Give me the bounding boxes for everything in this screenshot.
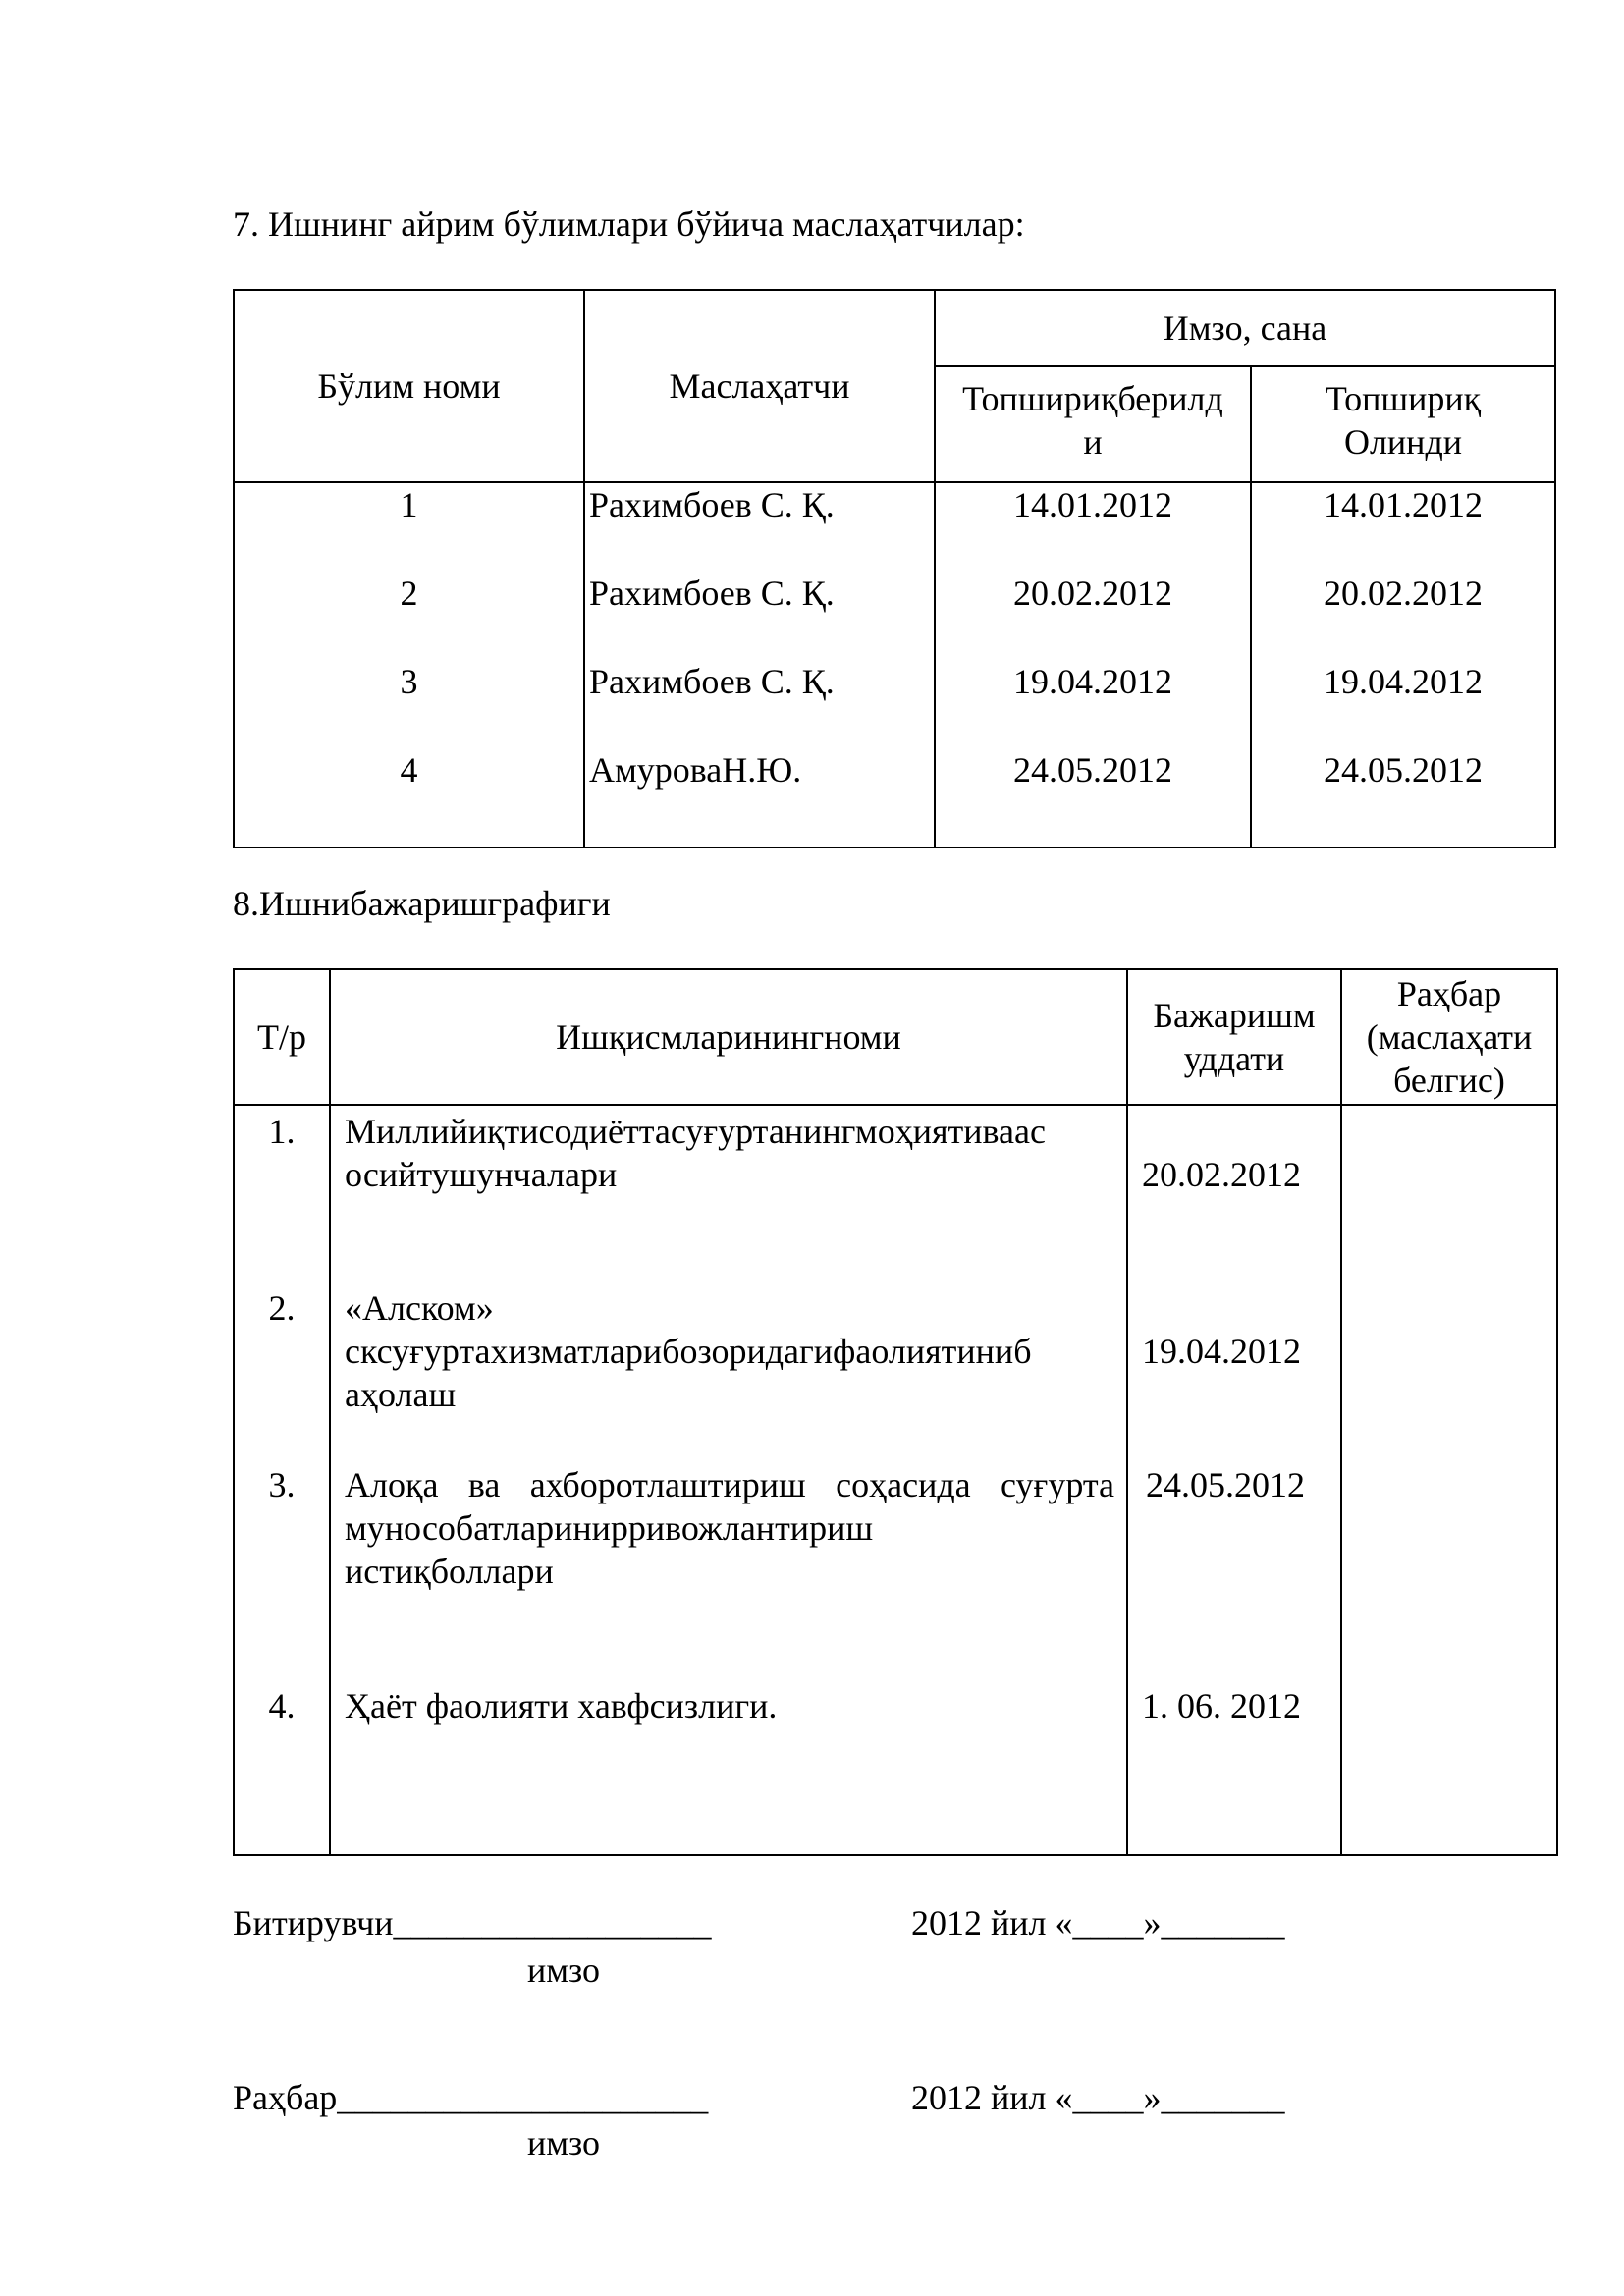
header-supervisor-line3: белгис) bbox=[1393, 1061, 1505, 1100]
received-date: 14.01.2012 bbox=[1324, 485, 1483, 524]
given-date: 20.02.2012 bbox=[1013, 574, 1172, 613]
task-name bbox=[345, 1684, 1114, 1727]
task-name-line: Ҳаёт фаолияти хавфсизлиги. bbox=[345, 1686, 778, 1725]
header-work-parts: Ишқисмларинингноми bbox=[330, 969, 1127, 1105]
task-number: 4. bbox=[268, 1686, 296, 1725]
col-received-dates bbox=[1251, 482, 1555, 847]
task-number: 1. bbox=[268, 1112, 296, 1151]
graduate-date-line: 2012 йил «____»_______ bbox=[911, 1903, 1285, 1942]
header-deadline-line2: уддати bbox=[1183, 1039, 1285, 1078]
header-task-given bbox=[935, 366, 1251, 482]
received-date: 24.05.2012 bbox=[1324, 750, 1483, 790]
task-name-line: мунособатларинирривожлантириш bbox=[345, 1508, 874, 1548]
section7-title: 7. Ишнинг айрим бўлимлари бўйича маслаҳатчилар: bbox=[233, 204, 1025, 244]
header-deadline bbox=[1127, 969, 1341, 1105]
header-section-name: Бўлим номи bbox=[234, 290, 584, 482]
col-deadlines bbox=[1127, 1105, 1341, 1855]
col-given-dates bbox=[935, 482, 1251, 847]
header-number: Т/р bbox=[234, 969, 330, 1105]
row-number: 1 bbox=[400, 485, 418, 524]
supervisor-signature-line: Раҳбар_____________________ bbox=[233, 2078, 709, 2117]
task-name-line: аҳолаш bbox=[345, 1375, 457, 1414]
header-signature-date: Имзо, сана bbox=[935, 290, 1555, 366]
header-supervisor-line2: (маслаҳати bbox=[1366, 1017, 1533, 1057]
task-deadline: 19.04.2012 bbox=[1142, 1332, 1301, 1371]
header-deadline-line1: Бажаришм bbox=[1153, 996, 1316, 1035]
given-date: 19.04.2012 bbox=[1013, 662, 1172, 701]
header-task-received-line2: Олинди bbox=[1343, 422, 1463, 462]
header-task-received-line1: Топшириқ bbox=[1325, 379, 1482, 418]
given-date: 14.01.2012 bbox=[1013, 485, 1172, 524]
consultant-name: Рахимбоев С. Қ. bbox=[589, 485, 835, 524]
row-number: 4 bbox=[400, 750, 418, 790]
schedule-table bbox=[233, 968, 1558, 1856]
header-consultant: Маслаҳатчи bbox=[584, 290, 935, 482]
consultant-name: АмуроваН.Ю. bbox=[589, 750, 802, 790]
col-consultants bbox=[584, 482, 935, 847]
col-supervisor-marks bbox=[1341, 1105, 1557, 1855]
task-name-line: истиқболлари bbox=[345, 1552, 554, 1591]
consultants-table bbox=[233, 289, 1556, 848]
header-task-given-line2: и bbox=[1083, 422, 1103, 462]
task-deadline: 24.05.2012 bbox=[1146, 1465, 1305, 1504]
row-number: 2 bbox=[400, 574, 418, 613]
consultant-name: Рахимбоев С. Қ. bbox=[589, 662, 835, 701]
supervisor-date-line: 2012 йил «____»_______ bbox=[911, 2078, 1285, 2117]
given-date: 24.05.2012 bbox=[1013, 750, 1172, 790]
col-task-names bbox=[330, 1105, 1127, 1855]
task-number: 2. bbox=[268, 1288, 296, 1328]
task-name-line: сксуғуртахизматларибозоридагифаолиятиниб bbox=[345, 1332, 1032, 1371]
task-number: 3. bbox=[268, 1465, 296, 1504]
received-date: 20.02.2012 bbox=[1324, 574, 1483, 613]
header-supervisor-line1: Раҳбар bbox=[1396, 974, 1502, 1013]
supervisor-signature-caption: имзо bbox=[527, 2123, 601, 2162]
task-name bbox=[345, 1286, 1114, 1416]
consultant-name: Рахимбоев С. Қ. bbox=[589, 574, 835, 613]
header-supervisor bbox=[1341, 969, 1557, 1105]
task-deadline: 20.02.2012 bbox=[1142, 1155, 1301, 1194]
header-task-received bbox=[1251, 366, 1555, 482]
task-name-line: Миллийиқтисодиёттасуғуртанингмоҳиятиваас bbox=[345, 1112, 1046, 1151]
graduate-signature-line: Битирувчи__________________ bbox=[233, 1903, 712, 1942]
task-name bbox=[345, 1463, 1114, 1593]
col-task-numbers bbox=[234, 1105, 330, 1855]
received-date: 19.04.2012 bbox=[1324, 662, 1483, 701]
col-section-numbers bbox=[234, 482, 584, 847]
task-name bbox=[345, 1110, 1114, 1196]
task-name-line: «Алском» bbox=[345, 1288, 494, 1328]
task-name-line: Алоқа ва ахборотлаштириш соҳасида суғурта bbox=[345, 1465, 1114, 1504]
task-deadline: 1. 06. 2012 bbox=[1142, 1686, 1301, 1725]
section8-title: 8.Ишнибажаришграфиги bbox=[233, 884, 611, 923]
header-task-given-line1: Топшириқберилд bbox=[962, 379, 1223, 418]
graduate-signature-caption: имзо bbox=[527, 1950, 601, 1990]
task-name-line: осийтушунчалари bbox=[345, 1155, 618, 1194]
row-number: 3 bbox=[400, 662, 418, 701]
